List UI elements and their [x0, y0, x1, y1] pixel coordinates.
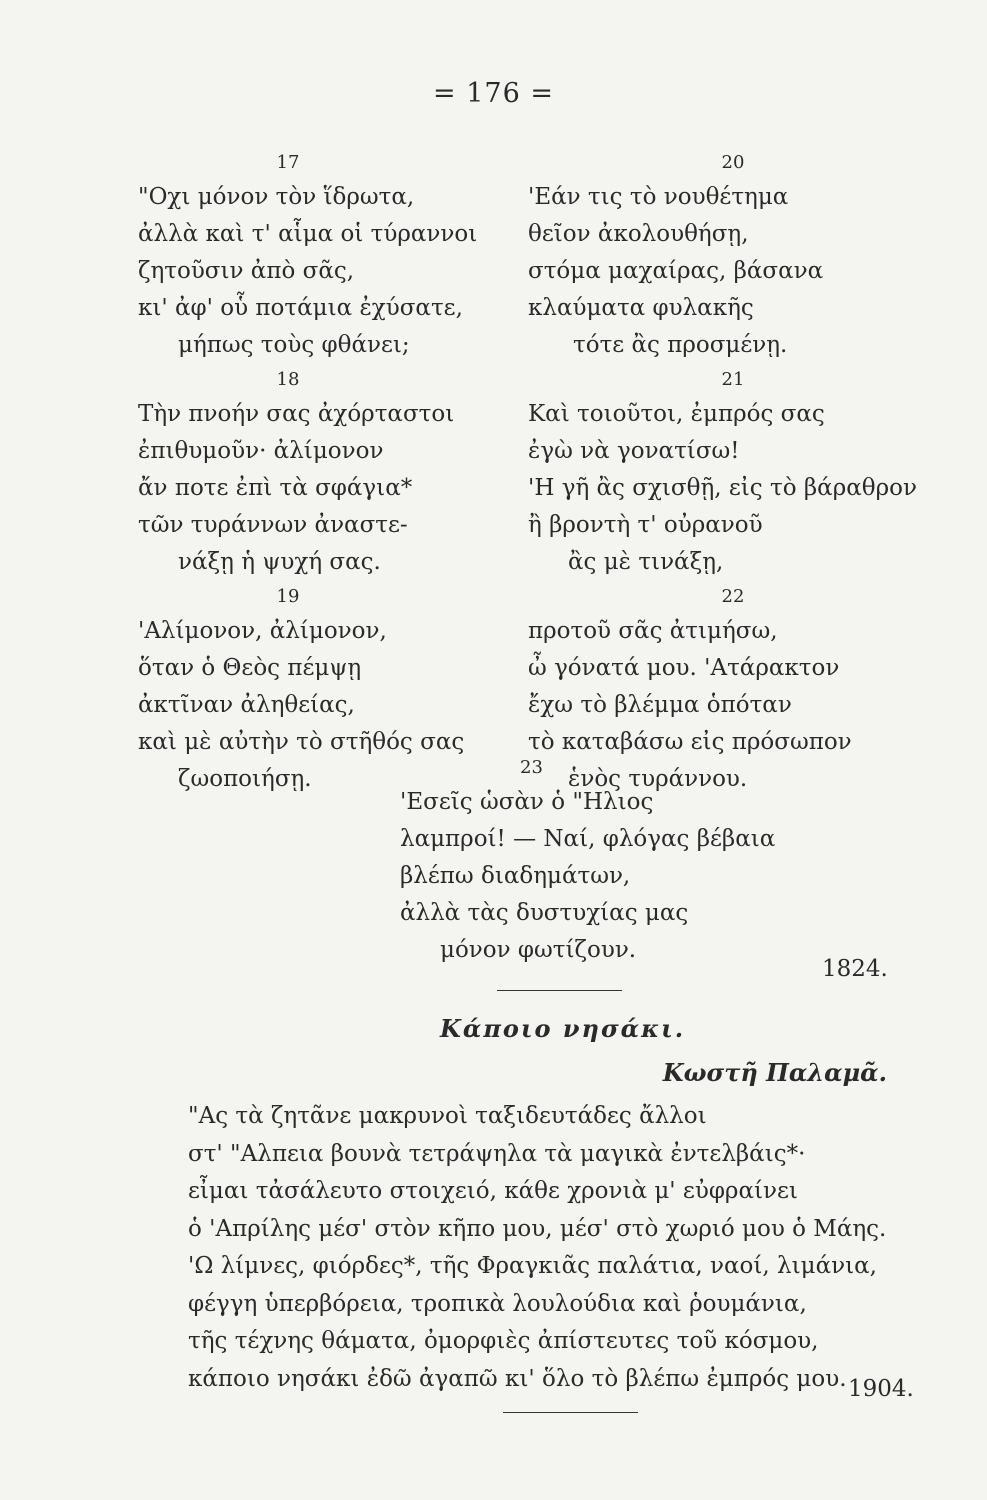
poem-year: 1904.: [848, 1376, 914, 1402]
verse-line: μόνον φωτίζουν.: [440, 937, 637, 963]
verse-line: 'Η γῆ ἂς σχισθῇ, εἰς τὸ βάραθρον: [528, 475, 917, 501]
stanza-20: [528, 147, 948, 364]
poem-year: 1824.: [822, 956, 888, 982]
verse-line: λαμπροί! — Ναί, φλόγας βέβαια: [400, 826, 776, 852]
stanza-number: 17: [276, 152, 300, 173]
verse-line: καὶ μὲ αὐτὴν τὸ στῆθός σας: [138, 729, 465, 755]
verse-line: τῆς τέχνης θάματα, ὀμορφιὲς ἀπίστευτες τοῦ κόσμου,: [188, 1328, 819, 1354]
verse-line: ζωοποιήσῃ.: [178, 766, 312, 792]
verse-line: 'Εσεῖς ὡσὰν ὁ "Ηλιος: [400, 789, 654, 815]
verse-line: νάξῃ ἡ ψυχή σας.: [178, 549, 381, 575]
verse-line: "Οχι μόνον τὸν ἵδρωτα,: [138, 184, 415, 210]
right-column: [528, 147, 948, 798]
verse-line: ἂς μὲ τινάξῃ,: [568, 549, 724, 575]
verse-line: ἀκτῖναν ἀληθείας,: [138, 692, 355, 718]
stanza-17: [138, 147, 518, 364]
verse-line: προτοῦ σᾶς ἀτιμήσω,: [528, 618, 778, 644]
verse-line: Καὶ τοιοῦτοι, ἐμπρός σας: [528, 401, 825, 427]
stanza-18: [138, 364, 518, 581]
verse-line: ὦ γόνατά μου. 'Ατάρακτον: [528, 655, 840, 681]
verse-line: 'Ω λίμνες, φιόρδες*, τῆς Φραγκιᾶς παλάτια, ναοί, λιμάνια,: [188, 1253, 877, 1279]
verse-line: φέγγη ὑπερβόρεια, τροπικὰ λουλούδια καὶ ῥουμάνια,: [188, 1290, 807, 1317]
verse-line: 'Αλίμονον, ἀλίμονον,: [138, 618, 387, 644]
stanza-21: [528, 364, 948, 581]
verse-line: κάποιο νησάκι ἐδῶ ἀγαπῶ κι' ὅλο τὸ βλέπω ἐμπρός μου.: [188, 1365, 847, 1392]
verse-line: τὸ καταβάσω εἰς πρόσωπον: [528, 729, 852, 755]
stanza-number: 20: [721, 152, 745, 173]
verse-line: ἑνὸς τυράννου.: [568, 766, 748, 792]
verse-line: τῶν τυράννων ἀναστε-: [138, 512, 408, 538]
verse-line: ἀλλὰ καὶ τ' αἷμα οἱ τύραννοι: [138, 221, 478, 247]
poem-author: Κωστῆ Παλαμᾶ.: [662, 1058, 887, 1087]
verse-line: κι' ἀφ' οὗ ποτάμια ἐχύσατε,: [138, 295, 463, 321]
verse-line: τότε ἂς προσμένῃ.: [573, 332, 788, 358]
left-column: [138, 147, 518, 798]
verse-line: "Ας τὰ ζητᾶνε μακρυνοὶ ταξιδευτάδες ἄλλοι: [188, 1103, 707, 1129]
verse-line: ἢ βροντὴ τ' οὐρανοῦ: [528, 512, 763, 538]
verse-line: εἶμαι τἀσάλευτο στοιχειό, κάθε χρονιὰ μ' εὐφραίνει: [188, 1178, 798, 1204]
stanza-number: 19: [276, 586, 300, 607]
verse-line: κλαύματα φυλακῆς: [528, 295, 754, 321]
verse-line: ἄν ποτε ἐπὶ τὰ σφάγια*: [138, 475, 413, 501]
page-number: = 176 =: [433, 78, 554, 109]
verse-line: 'Εάν τις τὸ νουθέτημα: [528, 184, 789, 210]
poem-body: [188, 1098, 928, 1398]
verse-line: Τὴν πνοήν σας ἀχόρταστοι: [138, 401, 455, 427]
verse-line: ἐγὼ νὰ γονατίσω!: [528, 438, 740, 464]
verse-line: βλέπω διαδημάτων,: [400, 863, 631, 889]
verse-line: ἀλλὰ τὰς δυστυχίας μας: [400, 900, 689, 926]
verse-line: θεῖον ἀκολουθήσῃ,: [528, 221, 749, 247]
verse-line: μήπως τοὺς φθάνει;: [178, 332, 410, 358]
stanza-number: 23: [520, 757, 543, 778]
stanza-23: [400, 752, 960, 969]
verse-line: ἐπιθυμοῦν· ἀλίμονον: [138, 438, 384, 464]
verse-line: στόμα μαχαίρας, βάσανα: [528, 258, 824, 284]
verse-line: ἔχω τὸ βλέμμα ὁπόταν: [528, 692, 792, 718]
verse-line: ὁ 'Απρίλης μέσ' στὸν κῆπο μου, μέσ' στὸ χωριό μου ὁ Μάης.: [188, 1215, 887, 1242]
verse-line: ὅταν ὁ Θεὸς πέμψῃ: [138, 655, 362, 681]
stanza-number: 18: [276, 369, 300, 390]
verse-line: ζητοῦσιν ἀπὸ σᾶς,: [138, 258, 355, 284]
section-divider: [503, 1412, 638, 1413]
poem-title: Κάποιο νησάκι.: [440, 1014, 686, 1043]
section-divider: [497, 990, 622, 991]
verse-line: στ' "Αλπεια βουνὰ τετράψηλα τὰ μαγικὰ ἐντελβάις*·: [188, 1140, 806, 1167]
stanza-number: 21: [721, 369, 745, 390]
stanza-number: 22: [721, 586, 745, 607]
